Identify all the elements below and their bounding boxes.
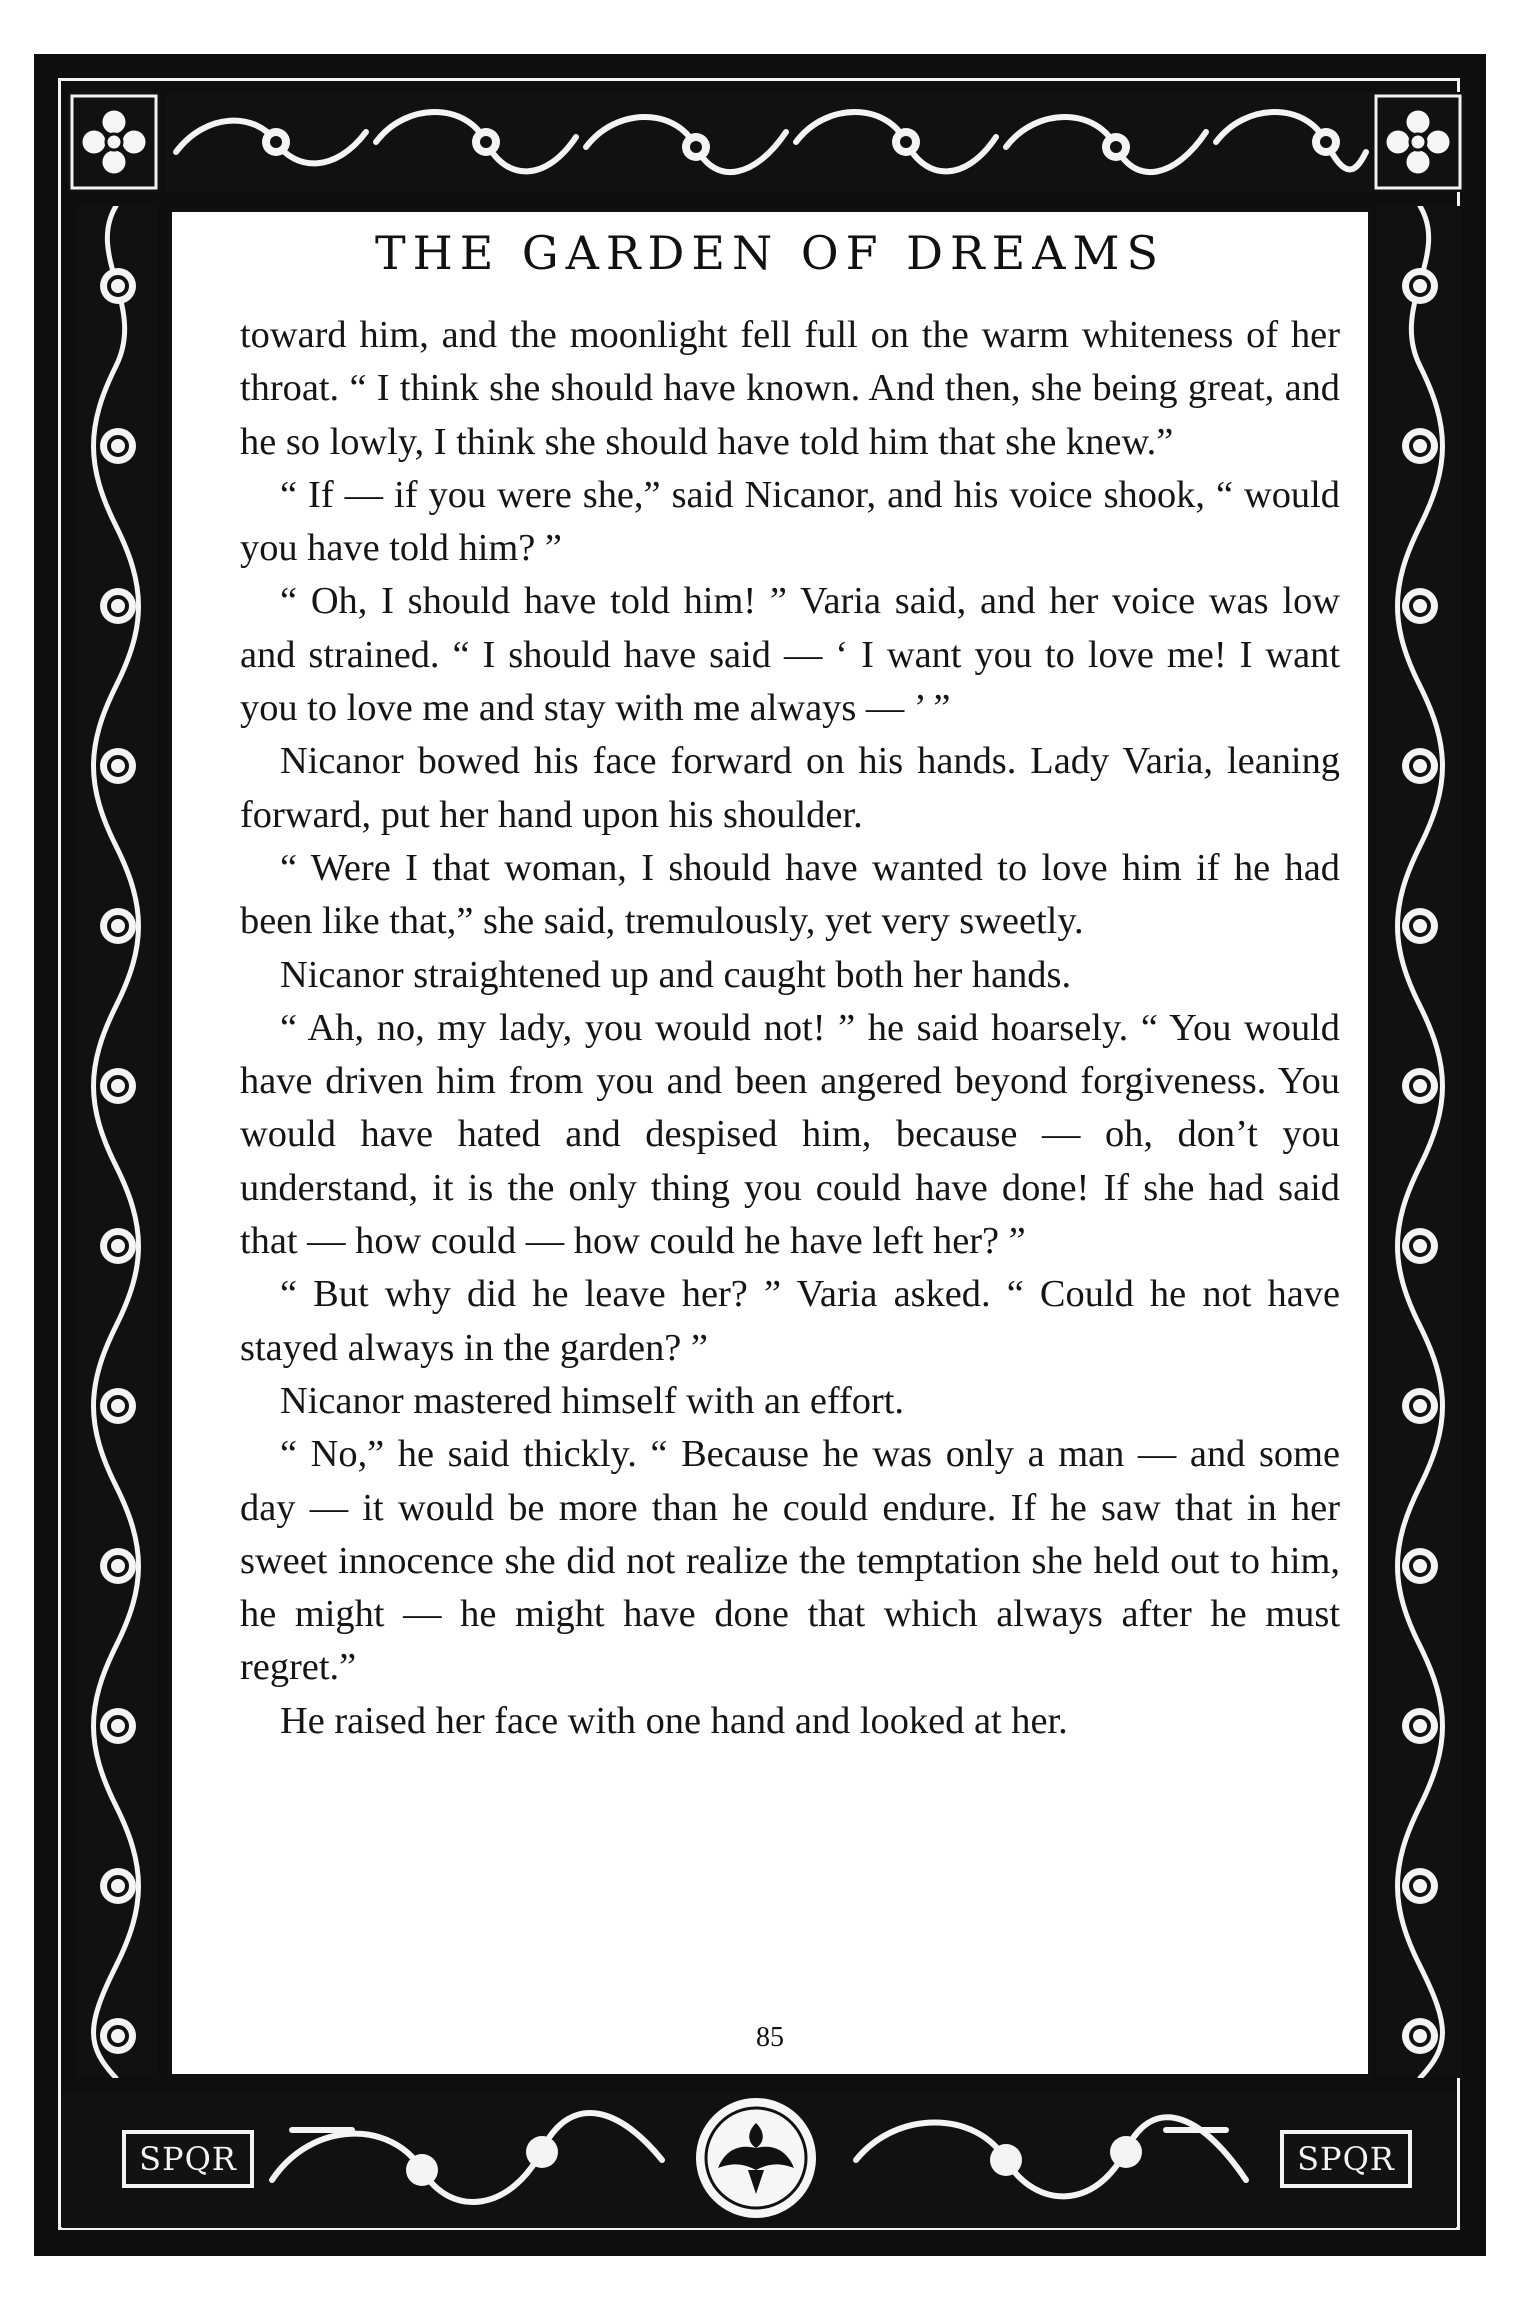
paragraph: “ If — if you were she,” said Nicanor, and his voice shook, “ would you have told him? ”	[240, 473, 1340, 570]
spqr-label-left: SPQR	[122, 2130, 254, 2188]
spqr-label-right: SPQR	[1280, 2130, 1412, 2188]
paragraph: “ But why did he leave her? ” Varia asked. “ Could he not have stayed always in the garden? ”	[240, 1273, 1340, 1369]
paragraph: “ Ah, no, my lady, you would not! ” he said hoarsely. “ You would have driven him from you and been angered beyond forgiveness. You would have hated and despised him, because — oh, don’t you understand, it is the only thing you could have done! If she had said that — how could — how could he have left her? ”	[240, 1006, 1340, 1263]
scrollwork-band-left	[76, 206, 158, 2078]
page-number: 85	[756, 2022, 784, 2053]
flower-ornament-top-left	[68, 92, 160, 192]
paragraph: “ Oh, I should have told him! ” Varia said, and her voice was low and strained. “ I should have said — ‘ I want you to love me! I want you to love me and stay with me always — ’ ”	[240, 580, 1340, 730]
running-head: THE GARDEN OF DREAMS	[374, 226, 1166, 280]
text-panel	[168, 208, 1372, 2078]
eagle-medallion-icon	[690, 2092, 822, 2224]
paragraph: “ No,” he said thickly. “ Because he was only a man — and some day — it would be more than he could endure. If he saw that in her sweet innocence she did not realize the temptation she held out to him, he might — he might have done that which always after he must regret.”	[240, 1433, 1340, 1689]
paragraph: toward him, and the moonlight fell full on the warm whiteness of her throat. “ I think she should have known. And then, she being great, and he so lowly, I think she should have told him that she knew.”	[240, 314, 1340, 463]
paragraph: “ Were I that woman, I should have wanted to love him if he had been like that,” she said, tremulously, yet very sweetly.	[240, 846, 1340, 943]
scrollwork-band-right	[1376, 206, 1462, 2078]
paragraph: Nicanor bowed his face forward on his hands. Lady Varia, leaning forward, put her hand upon his shoulder.	[240, 740, 1340, 836]
body-text	[240, 309, 1340, 1748]
paragraph: He raised her face with one hand and looked at her.	[280, 1699, 1068, 1742]
flower-ornament-top-right	[1372, 92, 1464, 192]
paragraph: Nicanor mastered himself with an effort.	[280, 1379, 904, 1422]
paragraph: Nicanor straightened up and caught both her hands.	[280, 953, 1072, 996]
scrollwork-band-top	[166, 92, 1372, 192]
